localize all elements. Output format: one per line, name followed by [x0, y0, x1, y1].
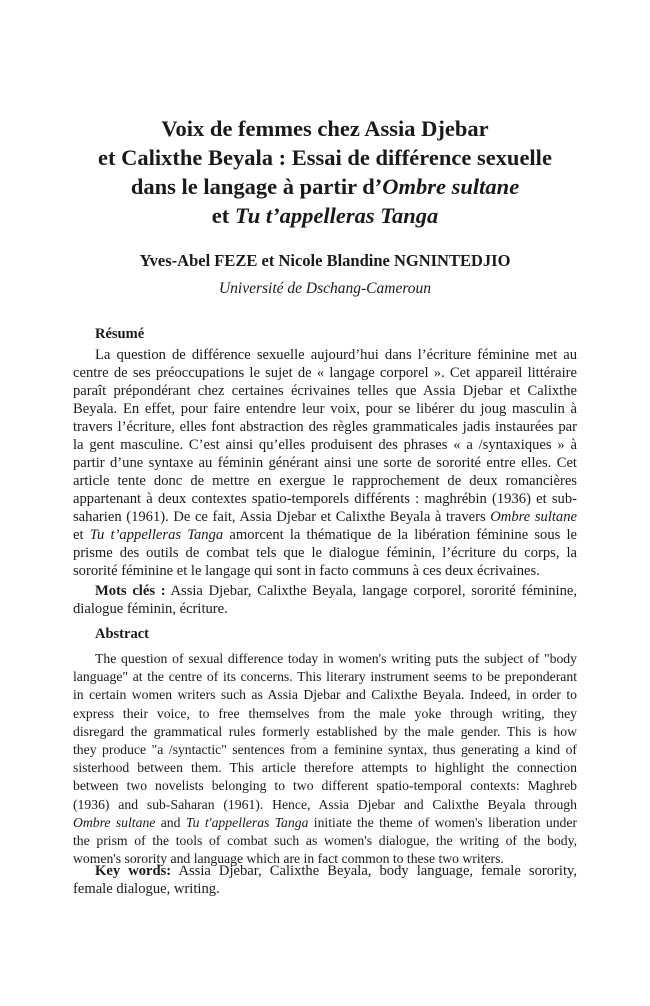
resume-line: saharien (1961). De ce fait, Assia Djebar et Calixthe Beyala à travers Ombre sultane [73, 509, 577, 525]
abstract-heading: Abstract [95, 626, 149, 642]
abstract-line: Ombre sultane and Tu t'appelleras Tanga initiate the theme of women's liberation under [73, 814, 578, 830]
resume-line: article tente donc de mettre en exergue le rapprochement de deux romancières [73, 473, 577, 489]
resume-line: la gent masculine. C’est ainsi qu’elles produisent des phrases « a /syntaxiques » à [73, 437, 577, 453]
resume-line: paraît prépondérant chez certaines écrivaines telles que Assia Djebar et Calixthe [73, 383, 577, 399]
resume-line: appartenant à deux contextes spatio-temporels différents : maghrébin (1936) et sub- [73, 491, 577, 507]
title-italic-tanga: Tu t’appelleras Tanga [234, 203, 439, 228]
resume-heading: Résumé [95, 326, 145, 342]
mots-cles-line: Mots clés : Assia Djebar, Calixthe Beyala, langage corporel, sororité féminine, [95, 583, 577, 599]
resume-line: prisme des outils de combat tels que le dialogue féminin, l’écriture du corps, la [73, 545, 577, 561]
abstract-line: The question of sexual difference today in women's writing puts the subject of "body [95, 651, 577, 666]
key-words-paragraph [73, 862, 577, 898]
resume-paragraph [73, 346, 577, 580]
abstract-line: in certain women writers such as Assia Djebar and Calixthe Beyala. Indeed, in order to [73, 687, 577, 703]
abstract-line: language" at the centre of its concerns. This literary instrument seems to be preponderant [73, 669, 577, 685]
resume-line: partir d’une syntaxe au féminin générant ainsi une sorte de sororité entre elles. Cet [73, 455, 577, 471]
resume-line: centre de ses préoccupations le sujet de « langage corporel ». Cet appareil littéraire [73, 365, 577, 381]
abstract-line: express their voice, to free themselves from the male yoke through writing, they [73, 705, 577, 721]
title-italic-ombre-sultane: Ombre sultane [382, 174, 520, 199]
resume-line: Beyala. En effet, pour faire entendre leur voix, pour se libérer du joug masculin à [73, 401, 577, 417]
authors: Yves-Abel FEZE et Nicole Blandine NGNINTEDJIO [139, 251, 511, 270]
resume-line: sororité féminine et le langage qui sont in facto communs à ces deux écrivaines. [73, 563, 540, 579]
abstract-line: the prism of the tools of combat such as women's dialogue, the writing of the body, [73, 832, 577, 848]
affiliation: Université de Dschang-Cameroun [218, 280, 432, 297]
abstract-line: women's sorority and language which are in fact common to these two writers. [73, 851, 504, 867]
abstract-line: sisterhood between them. This article therefore attempts to highlight the connection [73, 760, 577, 776]
title-line-3: dans le langage à partir d’Ombre sultane [130, 174, 520, 199]
abstract-line: disregard the grammatical rules formerly established by the male gender. This is how [73, 723, 577, 739]
paper-title [73, 114, 577, 230]
abstract-line: between two novelists belonging to two different spatio-temporal contexts: Maghreb [73, 778, 577, 794]
title-line-4: et Tu t’appelleras Tanga [211, 203, 439, 228]
resume-line: travers l’écriture, elles font abstraction des règles grammaticales jadis instaurées par [73, 419, 577, 435]
abstract-paragraph [73, 650, 577, 868]
title-line-2: et Calixthe Beyala : Essai de différence sexuelle [98, 145, 552, 170]
resume-line: La question de différence sexuelle aujourd’hui dans l’écriture féminine met au [95, 347, 577, 363]
mots-cles-line: dialogue féminin, écriture. [73, 601, 228, 617]
abstract-line: they produce "a /syntactic" sentences from a feminine syntax, thus generating a kind of [73, 741, 577, 757]
title-line-1: Voix de femmes chez Assia Djebar [161, 116, 489, 141]
mots-cles-label: Mots clés : [95, 583, 166, 599]
key-words-label: Key words: [95, 863, 172, 879]
resume-italic-tanga: Tu t’appelleras Tanga [89, 527, 224, 543]
abstract-italic-ombre-sultane: Ombre sultane [73, 814, 156, 830]
key-words-line: Key words: Assia Djebar, Calixthe Beyala, body language, female sorority, [95, 863, 577, 879]
resume-line: et Tu t’appelleras Tanga amorcent la thématique de la libération féminine sous le [73, 527, 578, 543]
abstract-line: (1936) and sub-Saharan (1961). Hence, Assia Djebar and Calixthe Beyala through [73, 796, 577, 812]
mots-cles-paragraph [73, 582, 577, 618]
resume-italic-ombre-sultane: Ombre sultane [490, 509, 577, 525]
key-words-line: female dialogue, writing. [73, 881, 220, 897]
abstract-italic-tanga: Tu t'appelleras Tanga [185, 814, 309, 830]
